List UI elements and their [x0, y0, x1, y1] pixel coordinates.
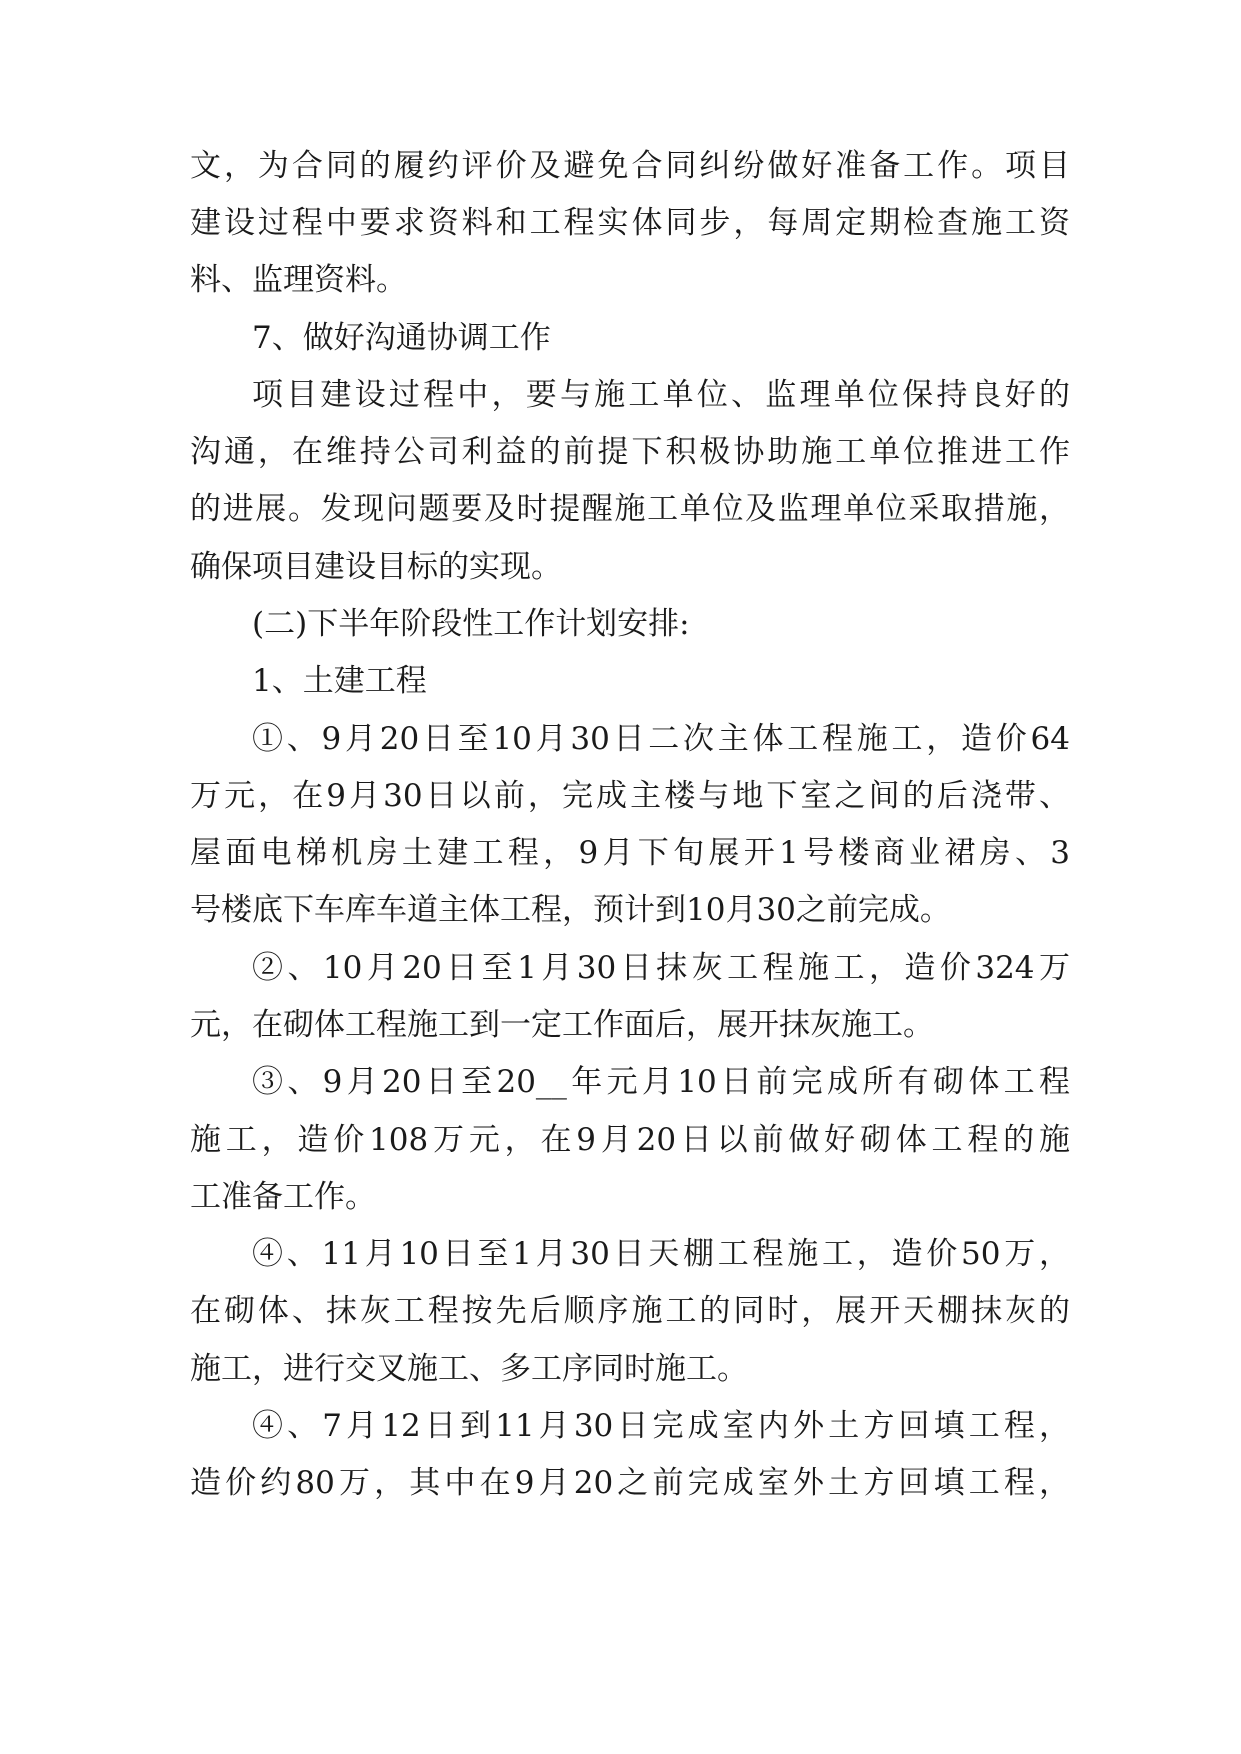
- text-line: 万元，在9月30日以前，完成主楼与地下室之间的后浇带、: [190, 778, 1070, 814]
- text-line: 在砌体、抹灰工程按先后顺序施工的同时，展开天棚抹灰的: [190, 1293, 1070, 1329]
- text-line: 文，为合同的履约评价及避免合同纠纷做好准备工作。项目: [190, 148, 1070, 184]
- text-line: 屋面电梯机房土建工程，9月下旬展开1号楼商业裙房、3: [190, 835, 1070, 871]
- text-line: 建设过程中要求资料和工程实体同步，每周定期检查施工资: [190, 205, 1070, 241]
- section-heading: 7、做好沟通协调工作: [252, 320, 551, 356]
- text-line: 沟通，在维持公司利益的前提下积极协助施工单位推进工作: [190, 434, 1070, 470]
- text-line: 元，在砌体工程施工到一定工作面后，展开抹灰施工。: [190, 1007, 934, 1043]
- subsection-heading: 1、土建工程: [252, 663, 427, 699]
- text-line: 工准备工作。: [190, 1179, 376, 1215]
- text-line: ④、7月12日到11月30日完成室内外土方回填工程，: [252, 1408, 1070, 1444]
- text-line: 的进展。发现问题要及时提醒施工单位及监理单位采取措施，: [190, 491, 1070, 527]
- text-line: 料、监理资料。: [190, 262, 407, 298]
- text-line: 确保项目建设目标的实现。: [190, 549, 562, 585]
- text-line: ③、9月20日至20__年元月10日前完成所有砌体工程: [252, 1064, 1070, 1100]
- text-line: ①、9月20日至10月30日二次主体工程施工，造价64: [252, 721, 1070, 757]
- text-line: ④、11月10日至1月30日天棚工程施工，造价50万，: [252, 1236, 1070, 1272]
- text-line: 造价约80万，其中在9月20之前完成室外土方回填工程，: [190, 1465, 1070, 1501]
- text-line: 号楼底下车库车道主体工程，预计到10月30之前完成。: [190, 892, 951, 928]
- text-line: 项目建设过程中，要与施工单位、监理单位保持良好的: [252, 377, 1070, 413]
- text-line: ②、10月20日至1月30日抹灰工程施工，造价324万: [252, 950, 1070, 986]
- section-heading: (二)下半年阶段性工作计划安排:: [252, 606, 690, 642]
- text-line: 施工，造价108万元，在9月20日以前做好砌体工程的施: [190, 1122, 1070, 1158]
- text-line: 施工，进行交叉施工、多工序同时施工。: [190, 1351, 748, 1387]
